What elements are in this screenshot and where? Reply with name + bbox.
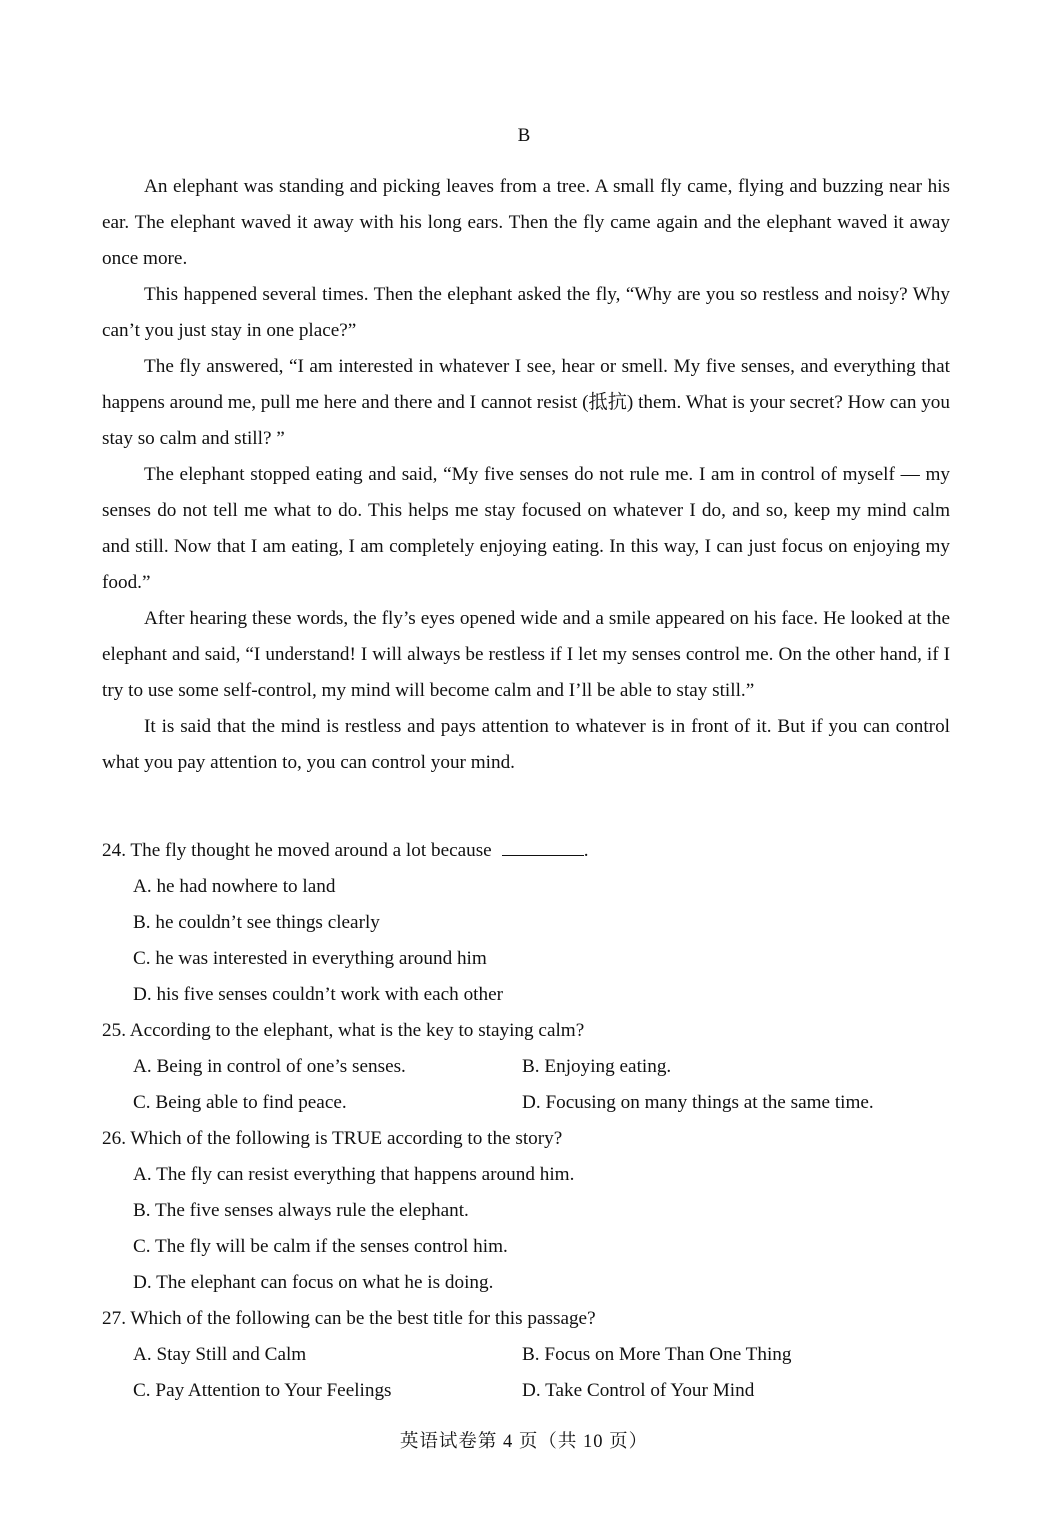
question-26 xyxy=(102,1121,950,1301)
answer-blank xyxy=(502,835,584,856)
passage-paragraph: An elephant was standing and picking leaves from a tree. A small fly came, flying and buzzing near his ear. The elephant waved it away with his long ears. Then the fly came again and the elephant waved it away once more. xyxy=(102,176,950,269)
option-row xyxy=(102,977,950,1013)
question-stem-end: . xyxy=(583,840,589,861)
passage-paragraph: The elephant stopped eating and said, “My five senses do not rule me. I am in control of myself — my senses do not tell me what to do. This helps me stay focused on whatever I do, and so, keep my mind calm and still. Now that I am eating, I am completely enjoying eating. In this way, I can just focus on enjoying my food.” xyxy=(102,464,950,593)
passage-paragraph: It is said that the mind is restless and pays attention to whatever is in front of it. But if you can control what you pay attention to, you can control your mind. xyxy=(102,716,950,773)
question-stem: 26. Which of the following is TRUE according to the story? xyxy=(102,1128,563,1149)
option-a: A. he had nowhere to land xyxy=(133,876,336,897)
option-c: C. he was interested in everything around him xyxy=(133,948,487,969)
option-row xyxy=(102,1373,950,1409)
option-row xyxy=(102,905,950,941)
option-row xyxy=(102,941,950,977)
question-stem: 27. Which of the following can be the best title for this passage? xyxy=(102,1308,596,1329)
question-stem-text: 24. The fly thought he moved around a lot because xyxy=(102,840,492,861)
option-row xyxy=(102,1193,950,1229)
question-27 xyxy=(102,1301,950,1409)
question-list xyxy=(102,833,950,1409)
option-row xyxy=(102,1229,950,1265)
question-24 xyxy=(102,833,950,1013)
option-b: B. Focus on More Than One Thing xyxy=(522,1344,792,1365)
option-a: A. Being in control of one’s senses. xyxy=(133,1056,406,1077)
option-row xyxy=(102,1337,950,1373)
section-heading: B xyxy=(517,125,531,146)
option-c: C. Being able to find peace. xyxy=(133,1092,347,1113)
option-b: B. he couldn’t see things clearly xyxy=(133,912,380,933)
option-row xyxy=(102,1265,950,1301)
option-d: D. Focusing on many things at the same time. xyxy=(522,1092,874,1113)
option-d: D. Take Control of Your Mind xyxy=(522,1380,755,1401)
option-row xyxy=(102,869,950,905)
page-footer: 英语试卷第 4 页（共 10 页） xyxy=(399,1432,649,1452)
option-a: A. Stay Still and Calm xyxy=(133,1344,307,1365)
option-row xyxy=(102,1085,950,1121)
reading-passage xyxy=(102,169,950,781)
question-stem xyxy=(102,833,950,869)
passage-paragraph: This happened several times. Then the elephant asked the fly, “Why are you so restless and noisy? Why can’t you just stay in one place?” xyxy=(102,284,950,341)
option-b: B. Enjoying eating. xyxy=(522,1056,672,1077)
option-row xyxy=(102,1049,950,1085)
option-a: A. The fly can resist everything that happens around him. xyxy=(133,1164,575,1185)
option-d: D. The elephant can focus on what he is doing. xyxy=(133,1272,494,1293)
option-b: B. The five senses always rule the elephant. xyxy=(133,1200,469,1221)
option-c: C. The fly will be calm if the senses control him. xyxy=(133,1236,508,1257)
passage-paragraph: The fly answered, “I am interested in whatever I see, hear or smell. My five senses, and everything that happens around me, pull me here and there and I cannot resist (抵抗) them. What is your secret? How can you stay so calm and still? ” xyxy=(102,356,950,449)
option-c: C. Pay Attention to Your Feelings xyxy=(133,1380,392,1401)
question-stem: 25. According to the elephant, what is the key to staying calm? xyxy=(102,1020,585,1041)
option-row xyxy=(102,1157,950,1193)
question-25 xyxy=(102,1013,950,1121)
passage-paragraph: After hearing these words, the fly’s eyes opened wide and a smile appeared on his face. He looked at the elephant and said, “I understand! I will always be restless if I let my senses control me. On the other hand, if I try to use some self-control, my mind will become calm and I’ll be able to stay still.” xyxy=(102,608,950,701)
option-d: D. his five senses couldn’t work with each other xyxy=(133,984,503,1005)
